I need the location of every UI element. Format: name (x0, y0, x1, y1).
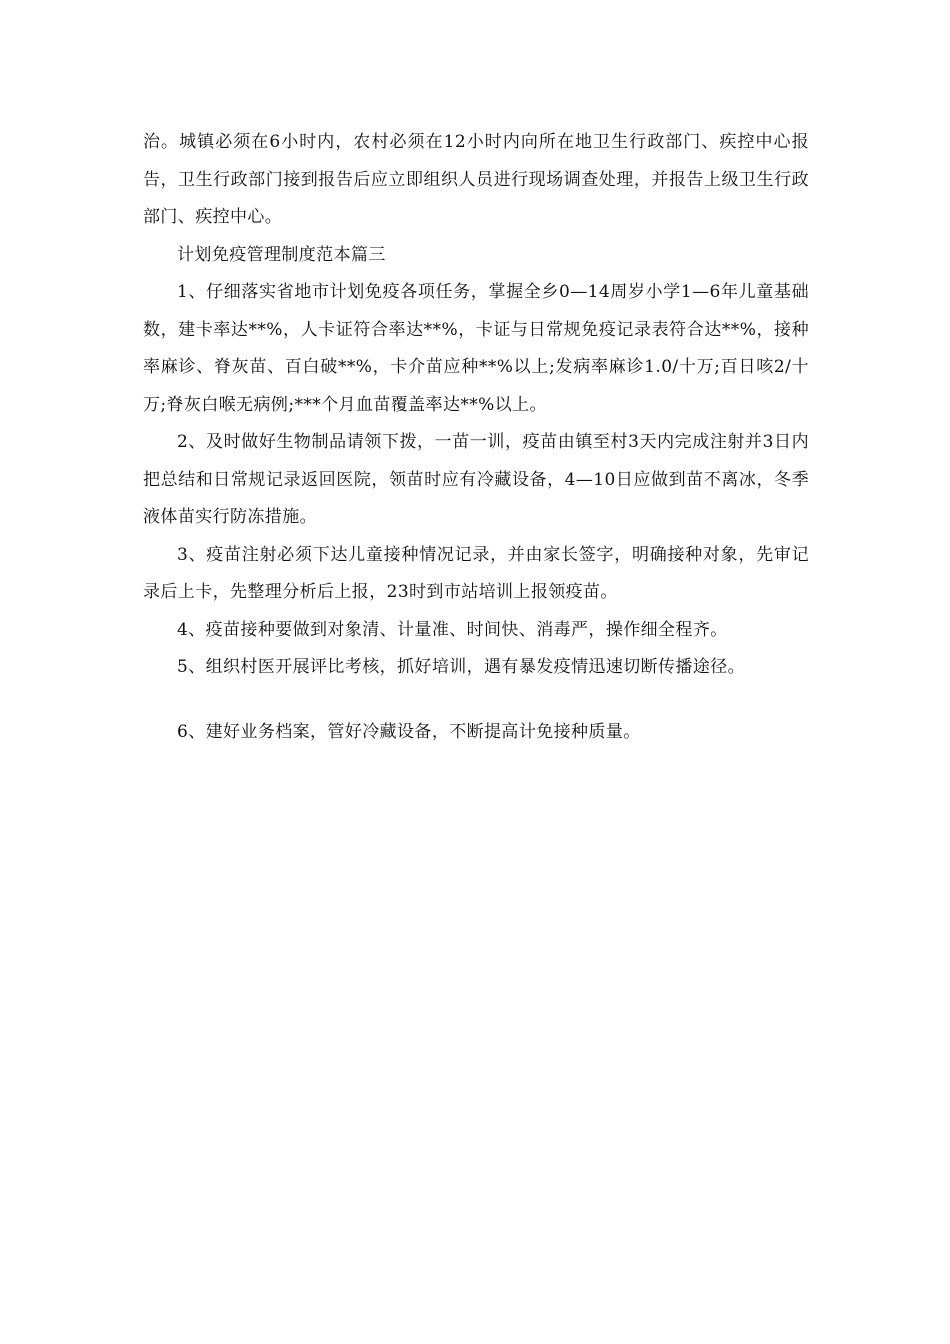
paragraph-item-3: 3、疫苗注射必须下达儿童接种情况记录，并由家长签字，明确接种对象，先审记录后上卡，先整理分析后上报，23时到市站培训上报领疫苗。 (143, 544, 809, 602)
paragraph-item-5: 5、组织村医开展评比考核，抓好培训，遇有暴发疫情迅速切断传播途径。 (177, 657, 746, 677)
document-body (143, 124, 809, 751)
paragraph-item-1: 1、仔细落实省地市计划免疫各项任务，掌握全乡0—14周岁小学1—6年儿童基础数，建卡率达**%，人卡证符合率达**%，卡证与日常规免疫记录表符合达**%，接种率麻诊、脊灰苗、百白破**%，卡介苗应种**%以上;发病率麻诊1.0/十万;百日咳2/十万;脊灰白喉无病例;***个月血苗覆盖率达**%以上。 (143, 282, 809, 415)
paragraph-item-6: 6、建好业务档案，管好冷藏设备，不断提高计免接种质量。 (177, 721, 641, 742)
paragraph-continuation: 治。城镇必须在6小时内，农村必须在12小时内向所在地卫生行政部门、疾控中心报告，卫生行政部门接到报告后应立即组织人员进行现场调查处理，并报告上级卫生行政部门、疾控中心。 (143, 132, 809, 227)
section-heading: 计划免疫管理制度范本篇三 (177, 244, 386, 265)
paragraph-item-2: 2、及时做好生物制品请领下拨，一苗一训，疫苗由镇至村3天内完成注射并3日内把总结和日常规记录返回医院，领苗时应有冷藏设备，4—10日应做到苗不离冰，冬季液体苗实行防冻措施。 (143, 432, 809, 527)
paragraph-item-4: 4、疫苗接种要做到对象清、计量准、时间快、消毒严，操作细全程齐。 (177, 619, 728, 640)
